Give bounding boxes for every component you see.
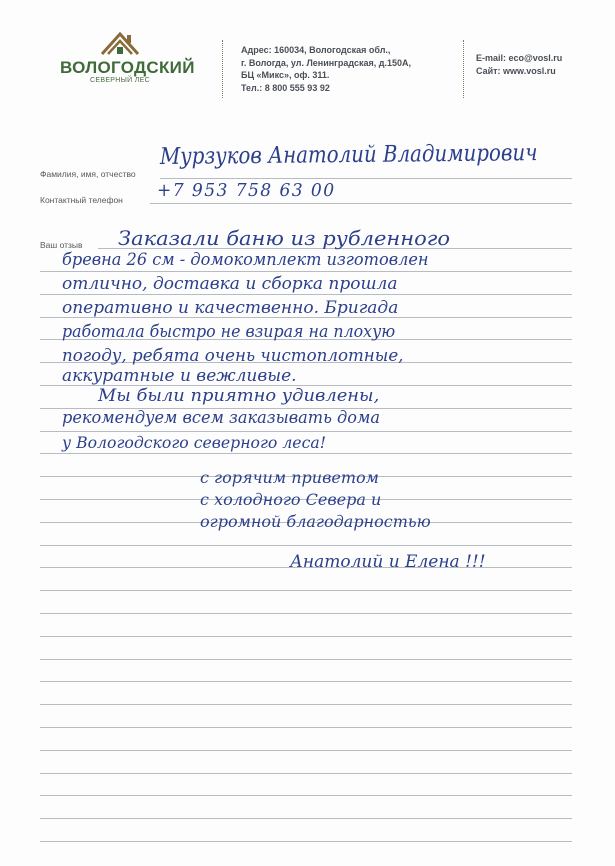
ruled-line xyxy=(40,750,572,751)
company-address xyxy=(241,44,411,94)
ruled-line xyxy=(40,818,572,819)
handwritten-name: Мурзуков Анатолий Владимирович xyxy=(159,140,538,170)
ruled-line xyxy=(40,795,572,796)
ruled-line xyxy=(40,659,572,660)
name-label: Фамилия, имя, отчество xyxy=(40,169,136,179)
review-line: у Вологодского северного леса! xyxy=(62,433,327,452)
ruled-line xyxy=(40,431,572,432)
ruled-line xyxy=(160,178,572,179)
review-line: работала быстро не взирая на плохую xyxy=(62,322,396,342)
phone-label: Контактный телефон xyxy=(40,195,123,205)
address-line: Адрес: 160034, Вологодская обл., xyxy=(241,45,391,55)
closing-line: с горячим приветом xyxy=(200,468,379,487)
review-line: Заказали баню из рубленного xyxy=(118,226,451,250)
logo-subtitle: СЕВЕРНЫЙ ЛЕС xyxy=(90,77,150,84)
ruled-line xyxy=(40,613,572,614)
ruled-line xyxy=(40,271,572,272)
closing-line: огромной благодарностью xyxy=(200,512,431,531)
review-line: рекомендуем всем заказывать дома xyxy=(62,408,380,428)
logo-name: ВОЛОГОДСКИЙ xyxy=(60,58,195,77)
handwritten-phone: +7 953 758 63 00 xyxy=(157,180,336,201)
header-divider xyxy=(222,40,223,98)
ruled-line xyxy=(40,704,572,705)
ruled-line xyxy=(40,681,572,682)
review-line: бревна 26 см - домокомплект изготовлен xyxy=(62,250,429,270)
handwritten-signature: Анатолий и Елена !!! xyxy=(290,552,486,572)
company-contacts xyxy=(476,52,562,78)
address-line: г. Вологда, ул. Ленинградская, д.150А, xyxy=(241,57,412,68)
review-line: аккуратные и вежливые. xyxy=(62,366,297,386)
review-line: оперативно и качественно. Бригада xyxy=(62,298,399,318)
ruled-line xyxy=(40,636,572,637)
review-line: отлично, доставка и сборка прошла xyxy=(62,274,398,294)
header-divider xyxy=(463,40,464,98)
ruled-line xyxy=(40,727,572,728)
company-logo xyxy=(60,30,195,100)
ruled-line xyxy=(40,590,572,591)
review-line: Мы были приятно удивлены, xyxy=(98,386,380,406)
company-phone: Тел.: 8 800 555 93 92 xyxy=(241,82,330,93)
ruled-line xyxy=(150,203,572,204)
closing-line: с холодного Севера и xyxy=(200,490,382,509)
ruled-line xyxy=(40,453,572,454)
review-line: погоду, ребята очень чистоплотные, xyxy=(62,346,404,366)
review-label: Ваш отзыв xyxy=(40,240,83,250)
address-line: БЦ «Микс», оф. 311. xyxy=(241,70,330,80)
house-roof-icon xyxy=(100,30,140,56)
company-email: E-mail: eco@vosl.ru xyxy=(476,53,563,63)
ruled-line xyxy=(40,841,572,842)
ruled-line xyxy=(40,545,572,546)
ruled-line xyxy=(40,773,572,774)
ruled-line xyxy=(40,294,572,295)
company-website: Сайт: www.vosl.ru xyxy=(476,66,556,76)
